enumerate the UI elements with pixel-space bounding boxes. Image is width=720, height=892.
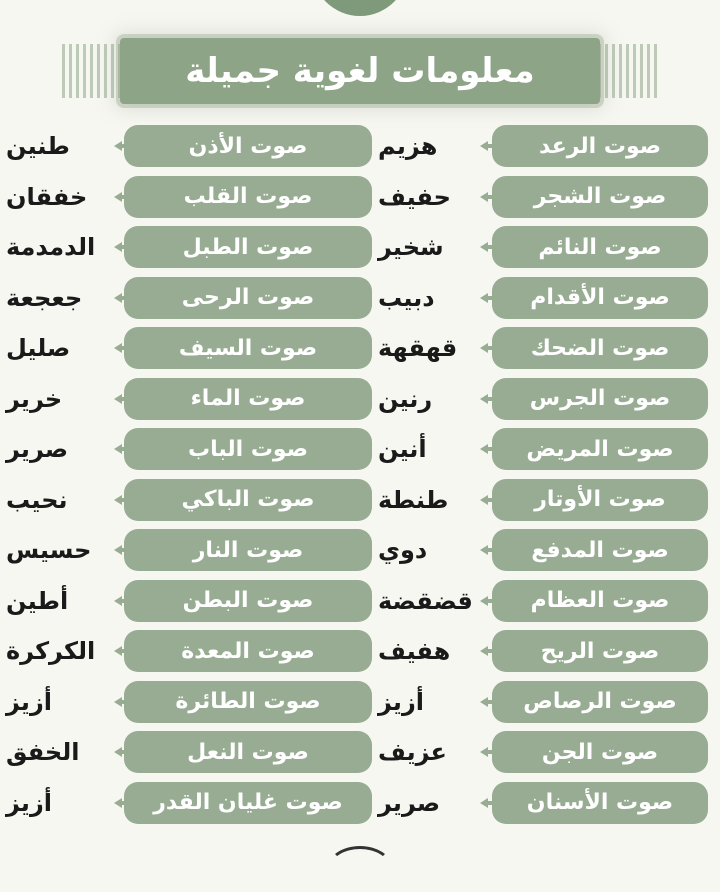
sound-word-left: صليل <box>6 334 71 362</box>
sound-label-right: صوت الأسنان <box>492 782 708 824</box>
arrow-left-icon <box>114 644 128 658</box>
arrow-left-icon <box>480 796 494 810</box>
sound-word-right: شخير <box>378 233 444 261</box>
sound-word-right: أنين <box>378 435 427 463</box>
table-row <box>0 376 720 422</box>
arrow-left-icon <box>480 543 494 557</box>
sound-label-right: صوت الجن <box>492 731 708 773</box>
title-banner <box>120 38 600 104</box>
arrow-left-icon <box>480 291 494 305</box>
sound-label-left: صوت السيف <box>124 327 372 369</box>
sound-word-right: عزيف <box>378 738 447 766</box>
sound-label-left: صوت الطائرة <box>124 681 372 723</box>
sound-label-left: صوت الرحى <box>124 277 372 319</box>
top-decoration <box>312 0 408 16</box>
sound-label-right: صوت المدفع <box>492 529 708 571</box>
sound-word-right: دوي <box>378 536 428 564</box>
sound-label-left: صوت النار <box>124 529 372 571</box>
sound-word-left: حسيس <box>6 536 92 564</box>
arrow-left-icon <box>114 341 128 355</box>
sound-word-right: هفيف <box>378 637 451 665</box>
sound-label-left: صوت البطن <box>124 580 372 622</box>
sound-label-left: صوت الماء <box>124 378 372 420</box>
table-row <box>0 628 720 674</box>
sound-label-right: صوت المريض <box>492 428 708 470</box>
sound-word-right: قهقهة <box>378 334 458 362</box>
sound-word-left: نحيب <box>6 485 68 514</box>
arrow-left-icon <box>480 695 494 709</box>
arrow-left-icon <box>480 493 494 507</box>
sound-label-left: صوت الباكي <box>124 479 372 521</box>
sound-label-right: صوت العظام <box>492 580 708 622</box>
arrow-left-icon <box>114 190 128 204</box>
sound-label-right: صوت النائم <box>492 226 708 268</box>
arrow-left-icon <box>480 594 494 608</box>
sound-word-left: أطين <box>6 586 69 615</box>
sound-word-left: جعجعة <box>6 283 83 312</box>
arrow-left-icon <box>114 240 128 254</box>
sound-word-right: حفيف <box>378 182 451 211</box>
page-title: معلومات لغوية جميلة <box>185 51 535 91</box>
arrow-left-icon <box>114 392 128 406</box>
arrow-left-icon <box>114 594 128 608</box>
arrow-left-icon <box>114 291 128 305</box>
arrow-left-icon <box>480 442 494 456</box>
arrow-left-icon <box>480 240 494 254</box>
table-row <box>0 527 720 573</box>
sound-label-left: صوت الباب <box>124 428 372 470</box>
sound-word-right: صرير <box>378 788 441 817</box>
sound-word-left: الدمدمة <box>6 233 96 261</box>
sound-label-left: صوت الطبل <box>124 226 372 268</box>
sound-label-right: صوت الأوتار <box>492 479 708 521</box>
sound-word-left: أزيز <box>6 687 52 716</box>
sound-word-right: طنطة <box>378 485 449 514</box>
arrow-left-icon <box>114 695 128 709</box>
arrow-left-icon <box>114 796 128 810</box>
sound-word-left: خفقان <box>6 182 88 211</box>
sound-word-left: الخفق <box>6 738 80 766</box>
sound-label-left: صوت النعل <box>124 731 372 773</box>
table-row <box>0 426 720 472</box>
table-row <box>0 325 720 371</box>
sound-word-right: رنين <box>378 384 433 413</box>
sound-label-left: صوت القلب <box>124 176 372 218</box>
sound-word-right: قضقضة <box>378 586 473 615</box>
table-row <box>0 578 720 624</box>
arrow-left-icon <box>480 745 494 759</box>
arrow-left-icon <box>480 392 494 406</box>
arrow-left-icon <box>114 745 128 759</box>
table-row <box>0 275 720 321</box>
table-row <box>0 729 720 775</box>
sound-word-left: الكركرة <box>6 637 96 665</box>
sound-label-right: صوت الضحك <box>492 327 708 369</box>
sound-word-right: هزيم <box>378 132 438 160</box>
arrow-left-icon <box>114 139 128 153</box>
table-row <box>0 174 720 220</box>
sound-word-right: أزيز <box>378 687 424 716</box>
sound-label-right: صوت الريح <box>492 630 708 672</box>
sound-label-right: صوت الأقدام <box>492 277 708 319</box>
arrow-left-icon <box>480 190 494 204</box>
sound-word-left: طنين <box>6 132 70 160</box>
arrow-left-icon <box>480 139 494 153</box>
table-row <box>0 679 720 725</box>
arrow-left-icon <box>114 543 128 557</box>
sound-label-right: صوت الشجر <box>492 176 708 218</box>
sound-word-left: صرير <box>6 435 69 463</box>
table-row <box>0 477 720 523</box>
sound-word-right: دبيب <box>378 283 435 312</box>
arrow-left-icon <box>114 493 128 507</box>
arrow-left-icon <box>480 341 494 355</box>
sound-label-right: صوت الجرس <box>492 378 708 420</box>
sound-label-left: صوت الأذن <box>124 125 372 167</box>
table-row <box>0 780 720 826</box>
sound-label-left: صوت غليان القدر <box>124 782 372 824</box>
table-row <box>0 224 720 270</box>
sound-label-right: صوت الرعد <box>492 125 708 167</box>
sound-label-right: صوت الرصاص <box>492 681 708 723</box>
table-row <box>0 123 720 169</box>
sound-label-left: صوت المعدة <box>124 630 372 672</box>
sound-word-left: أزيز <box>6 788 52 817</box>
arrow-left-icon <box>480 644 494 658</box>
sound-word-left: خرير <box>6 384 63 413</box>
arrow-left-icon <box>114 442 128 456</box>
bottom-decoration <box>327 846 393 892</box>
